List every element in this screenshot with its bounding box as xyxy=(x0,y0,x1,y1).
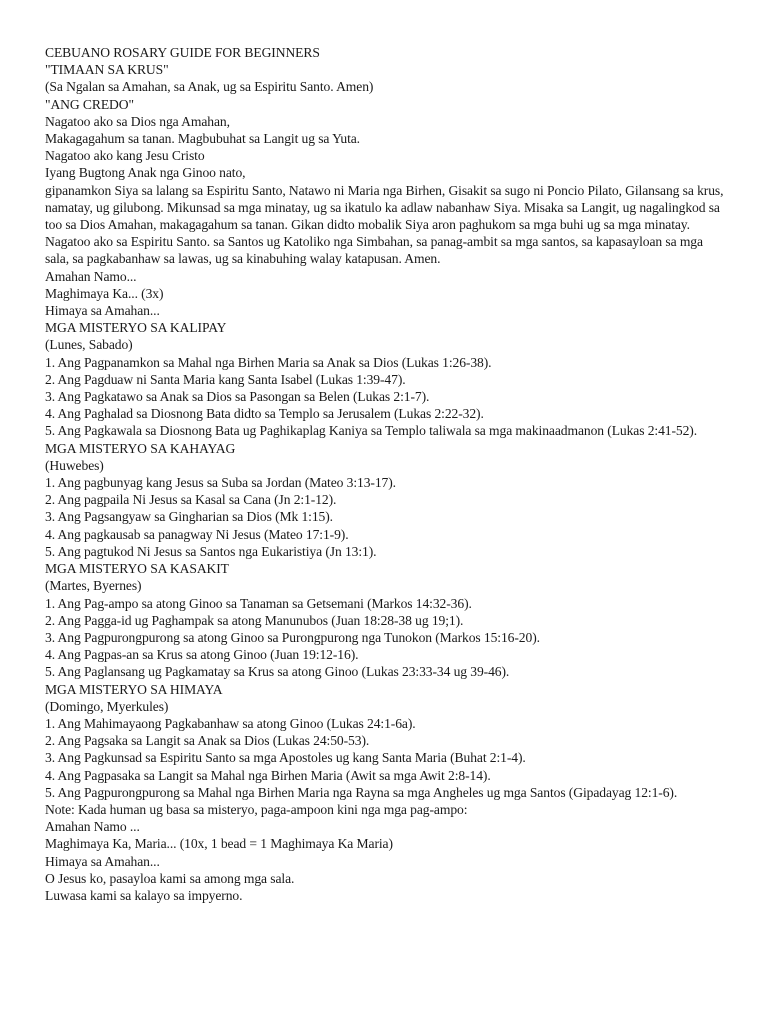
mystery-item: 4. Ang Pagpasaka sa Langit sa Mahal nga Birhen Maria (Awit sa mga Awit 2:8-14). xyxy=(45,767,491,783)
mystery-item: 1. Ang Pag-ampo sa atong Ginoo sa Tanaman sa Getsemani (Markos 14:32-36). xyxy=(45,595,472,611)
mystery-item: 1. Ang Mahimayaong Pagkabanhaw sa atong Ginoo (Lukas 24:1-6a). xyxy=(45,715,416,731)
section-days: (Martes, Byernes) xyxy=(45,578,142,594)
mystery-item: 2. Ang Pagduaw ni Santa Maria kang Santa Isabel (Lukas 1:39-47). xyxy=(45,371,406,387)
mystery-item: 5. Ang Pagkawala sa Diosnong Bata ug Paghikaplag Kaniya sa Templo taliwala sa mga makinaadmanon (Lukas 2:41-52). xyxy=(45,423,698,439)
prayer-line: Maghimaya Ka... (3x) xyxy=(45,285,164,301)
mystery-item: 2. Ang Pagsaka sa Langit sa Anak sa Dios (Lukas 24:50-53). xyxy=(45,733,370,749)
section-days: (Domingo, Myerkules) xyxy=(45,698,169,714)
mystery-item: 3. Ang Pagkunsad sa Espiritu Santo sa mga Apostoles ug kang Santa Maria (Buhat 2:1-4). xyxy=(45,750,526,766)
section-heading-himaya: MGA MISTERYO SA HIMAYA xyxy=(45,681,223,697)
prayer-line: O Jesus ko, pasayloa kami sa among mga sala. xyxy=(45,870,295,886)
section-heading-kalipay: MGA MISTERYO SA KALIPAY xyxy=(45,320,227,336)
mystery-item: 4. Ang Paghalad sa Diosnong Bata didto sa Templo sa Jerusalem (Lukas 2:22-32). xyxy=(45,406,484,422)
prayer-line: Maghimaya Ka, Maria... (10x, 1 bead = 1 Maghimaya Ka Maria) xyxy=(45,836,393,852)
prayer-line: Amahan Namo ... xyxy=(45,819,140,835)
prayer-line: Nagatoo ako sa Dios nga Amahan, xyxy=(45,113,230,129)
mystery-item: 3. Ang Pagsangyaw sa Gingharian sa Dios (Mk 1:15). xyxy=(45,509,333,525)
mystery-item: 4. Ang pagkausab sa panagway Ni Jesus (Mateo 17:1-9). xyxy=(45,526,349,542)
prayer-line: Luwasa kami sa kalayo sa impyerno. xyxy=(45,887,243,903)
section-days: (Lunes, Sabado) xyxy=(45,337,133,353)
prayer-line: Makagagahum sa tanan. Magbubuhat sa Langit ug sa Yuta. xyxy=(45,131,360,147)
mystery-item: 5. Ang Pagpurongpurong sa Mahal nga Birhen Maria nga Rayna sa mga Angheles ug mga Santos (Gipadayag 12:1-6). xyxy=(45,784,678,800)
note-line: Note: Kada human ug basa sa misteryo, paga-ampoon kini nga mga pag-ampo: xyxy=(45,801,468,817)
prayer-line: Nagatoo ako kang Jesu Cristo xyxy=(45,148,205,164)
mystery-item: 5. Ang pagtukod Ni Jesus sa Santos nga Eukaristiya (Jn 13:1). xyxy=(45,543,377,559)
document-title: CEBUANO ROSARY GUIDE FOR BEGINNERS xyxy=(45,45,320,60)
prayer-line: Iyang Bugtong Anak nga Ginoo nato, xyxy=(45,165,246,181)
mystery-item: 5. Ang Paglansang ug Pagkamatay sa Krus sa atong Ginoo (Lukas 23:33-34 ug 39-46). xyxy=(45,664,510,680)
mystery-item: 3. Ang Pagpurongpurong sa atong Ginoo sa Purongpurong nga Tunokon (Markos 15:16-20). xyxy=(45,629,540,645)
prayer-line: Amahan Namo... xyxy=(45,268,137,284)
mystery-item: 2. Ang pagpaila Ni Jesus sa Kasal sa Cana (Jn 2:1-12). xyxy=(45,492,337,508)
prayer-line: (Sa Ngalan sa Amahan, sa Anak, ug sa Espiritu Santo. Amen) xyxy=(45,79,374,95)
section-heading-credo: "ANG CREDO" xyxy=(45,96,134,112)
prayer-line: Himaya sa Amahan... xyxy=(45,303,160,319)
section-days: (Huwebes) xyxy=(45,457,104,473)
section-heading-timaan: "TIMAAN SA KRUS" xyxy=(45,62,169,78)
mystery-item: 1. Ang Pagpanamkon sa Mahal nga Birhen Maria sa Anak sa Dios (Lukas 1:26-38). xyxy=(45,354,492,370)
mystery-item: 1. Ang pagbunyag kang Jesus sa Suba sa Jordan (Mateo 3:13-17). xyxy=(45,475,396,491)
section-heading-kahayag: MGA MISTERYO SA KAHAYAG xyxy=(45,440,236,456)
mystery-item: 2. Ang Pagga-id ug Paghampak sa atong Manunubos (Juan 18:28-38 ug 19;1). xyxy=(45,612,464,628)
mystery-item: 3. Ang Pagkatawo sa Anak sa Dios sa Pasongan sa Belen (Lukas 2:1-7). xyxy=(45,389,430,405)
credo-paragraph: gipanamkon Siya sa lalang sa Espiritu Santo, Natawo ni Maria nga Birhen, Gisakit sa sugo ni Poncio Pilato, Gilansang sa krus, namatay, ug gilubong. Mikunsad sa mga minatay, ug sa ikatulo ka adlaw nabanhaw Siya. Misaka sa Langit, ug nagalingkod sa too sa Dios Amahan, makagagahum sa tanan. Gikan didto mobalik Siya aron paghukom sa mga buhi ug sa mga minatay. Nagatoo ako sa Espiritu Santo. sa Santos ug Katoliko nga Simbahan, sa panag-ambit sa mga santos, sa kapasayloan sa mga sala, sa pagkabanhaw sa lawas, ug sa kinabuhing walay katapusan. Amen. xyxy=(45,182,724,267)
document-page xyxy=(45,44,730,904)
prayer-line: Himaya sa Amahan... xyxy=(45,853,160,869)
section-heading-kasakit: MGA MISTERYO SA KASAKIT xyxy=(45,561,229,577)
mystery-item: 4. Ang Pagpas-an sa Krus sa atong Ginoo (Juan 19:12-16). xyxy=(45,647,359,663)
